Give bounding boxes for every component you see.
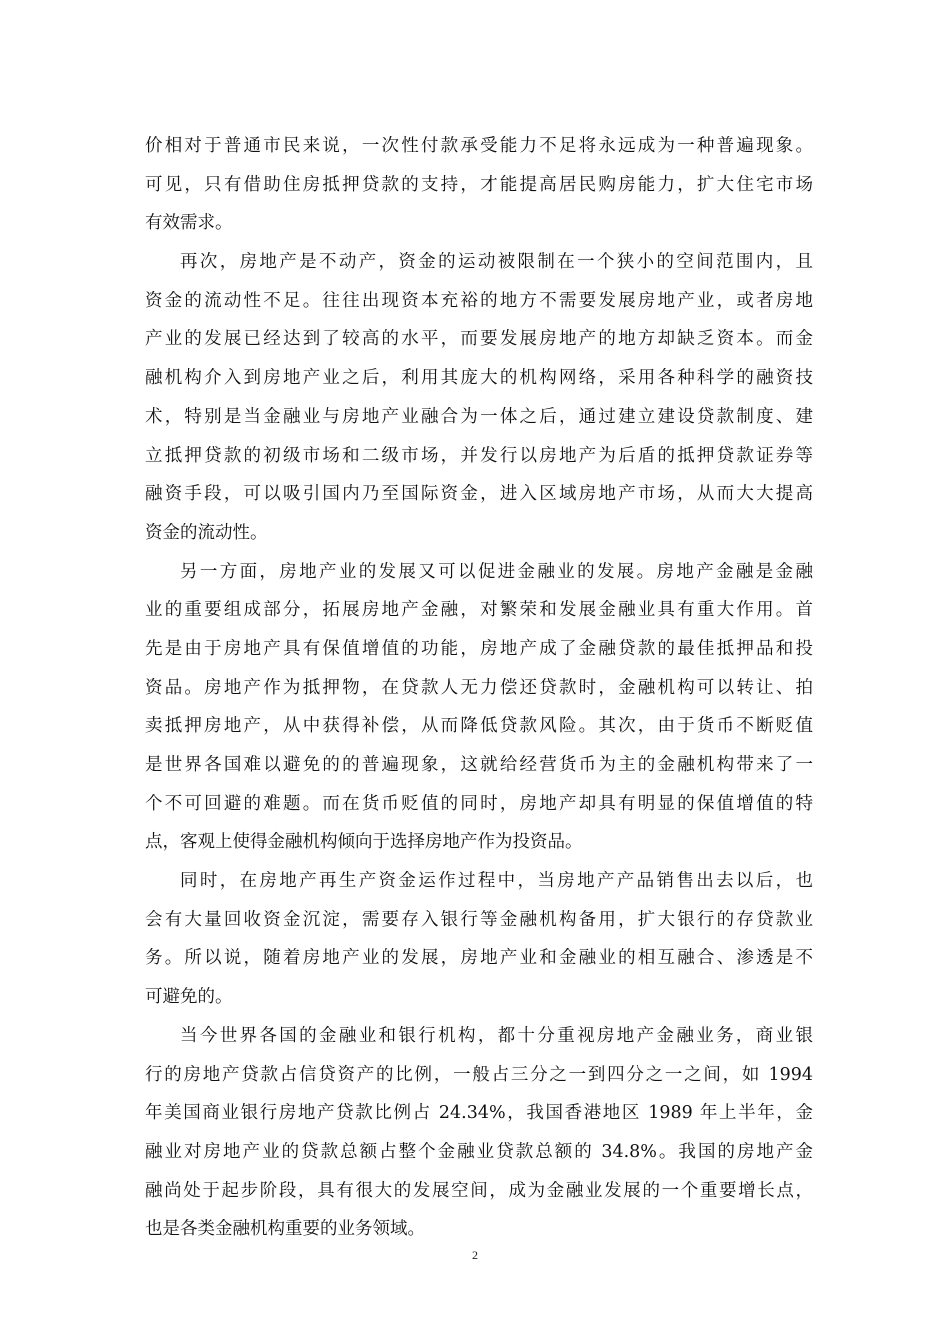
text-line: 另一方面，房地产业的发展又可以促进金融业的发展。房地产金融是金融 <box>180 561 813 582</box>
text-line: 当今世界各国的金融业和银行机构，都十分重视房地产金融业务，商业银 <box>180 1025 813 1046</box>
text-line: 也是各类金融机构重要的业务领域。 <box>145 1219 425 1240</box>
text-line: 价相对于普通市民来说，一次性付款承受能力不足将永远成为一种普遍现象。 <box>145 136 813 156</box>
text-line: 可见，只有借助住房抵押贷款的支持，才能提高居民购房能力，扩大住宅市场 <box>145 174 813 195</box>
text-line: 有效需求。 <box>145 213 233 234</box>
text-line: 先是由于房地产具有保值增值的功能，房地产成了金融贷款的最佳抵押品和投 <box>145 638 813 659</box>
text-line: 立抵押贷款的初级市场和二级市场，并发行以房地产为后盾的抵押贷款证券等 <box>145 445 813 466</box>
text-line: 融机构介入到房地产业之后，利用其庞大的机构网络，采用各种科学的融资技 <box>145 368 813 389</box>
text-line: 融尚处于起步阶段，具有很大的发展空间，成为金融业发展的一个重要增长点， <box>145 1180 813 1201</box>
text-line: 再次，房地产是不动产，资金的运动被限制在一个狭小的空间范围内，且 <box>180 252 813 273</box>
text-line: 融业对房地产业的贷款总额占整个金融业贷款总额的 34.8%。我国的房地产金 <box>145 1141 813 1162</box>
text-line: 可避免的。 <box>145 987 233 1008</box>
text-line: 术，特别是当金融业与房地产业融合为一体之后，通过建立建设贷款制度、建 <box>145 406 813 427</box>
page-number: 2 <box>472 1248 478 1262</box>
text-line: 会有大量回收资金沉淀，需要存入银行等金融机构备用，扩大银行的存贷款业 <box>145 909 813 930</box>
text-line: 产业的发展已经达到了较高的水平，而要发展房地产的地方却缺乏资本。而金 <box>145 329 813 350</box>
text-line: 点，客观上使得金融机构倾向于选择房地产作为投资品。 <box>145 832 583 853</box>
text-line: 行的房地产贷款占信贷资产的比例，一般占三分之一到四分之一之间，如 1994 <box>145 1064 813 1085</box>
text-line: 资金的流动性。 <box>145 522 268 543</box>
text-line: 资金的流动性不足。往往出现资本充裕的地方不需要发展房地产业，或者房地 <box>145 290 813 311</box>
text-line: 融资手段，可以吸引国内乃至国际资金，进入区域房地产市场，从而大大提高 <box>145 484 813 505</box>
text-line: 资品。房地产作为抵押物，在贷款人无力偿还贷款时，金融机构可以转让、拍 <box>145 677 813 698</box>
text-line: 业的重要组成部分，拓展房地产金融，对繁荣和发展金融业具有重大作用。首 <box>145 600 813 621</box>
text-line: 卖抵押房地产，从中获得补偿，从而降低贷款风险。其次，由于货币不断贬值 <box>145 716 813 737</box>
text-line: 个不可回避的难题。而在货币贬值的同时，房地产却具有明显的保值增值的特 <box>145 793 813 814</box>
body-text <box>145 127 813 1249</box>
text-line: 是世界各国难以避免的的普遍现象，这就给经营货币为主的金融机构带来了一 <box>145 755 813 775</box>
text-line: 年美国商业银行房地产贷款比例占 24.34%，我国香港地区 1989 年上半年，金 <box>145 1103 813 1124</box>
text-line: 务。所以说，随着房地产业的发展，房地产业和金融业的相互融合、渗透是不 <box>145 948 813 969</box>
text-line: 同时，在房地产再生产资金运作过程中，当房地产产品销售出去以后，也 <box>180 871 813 892</box>
